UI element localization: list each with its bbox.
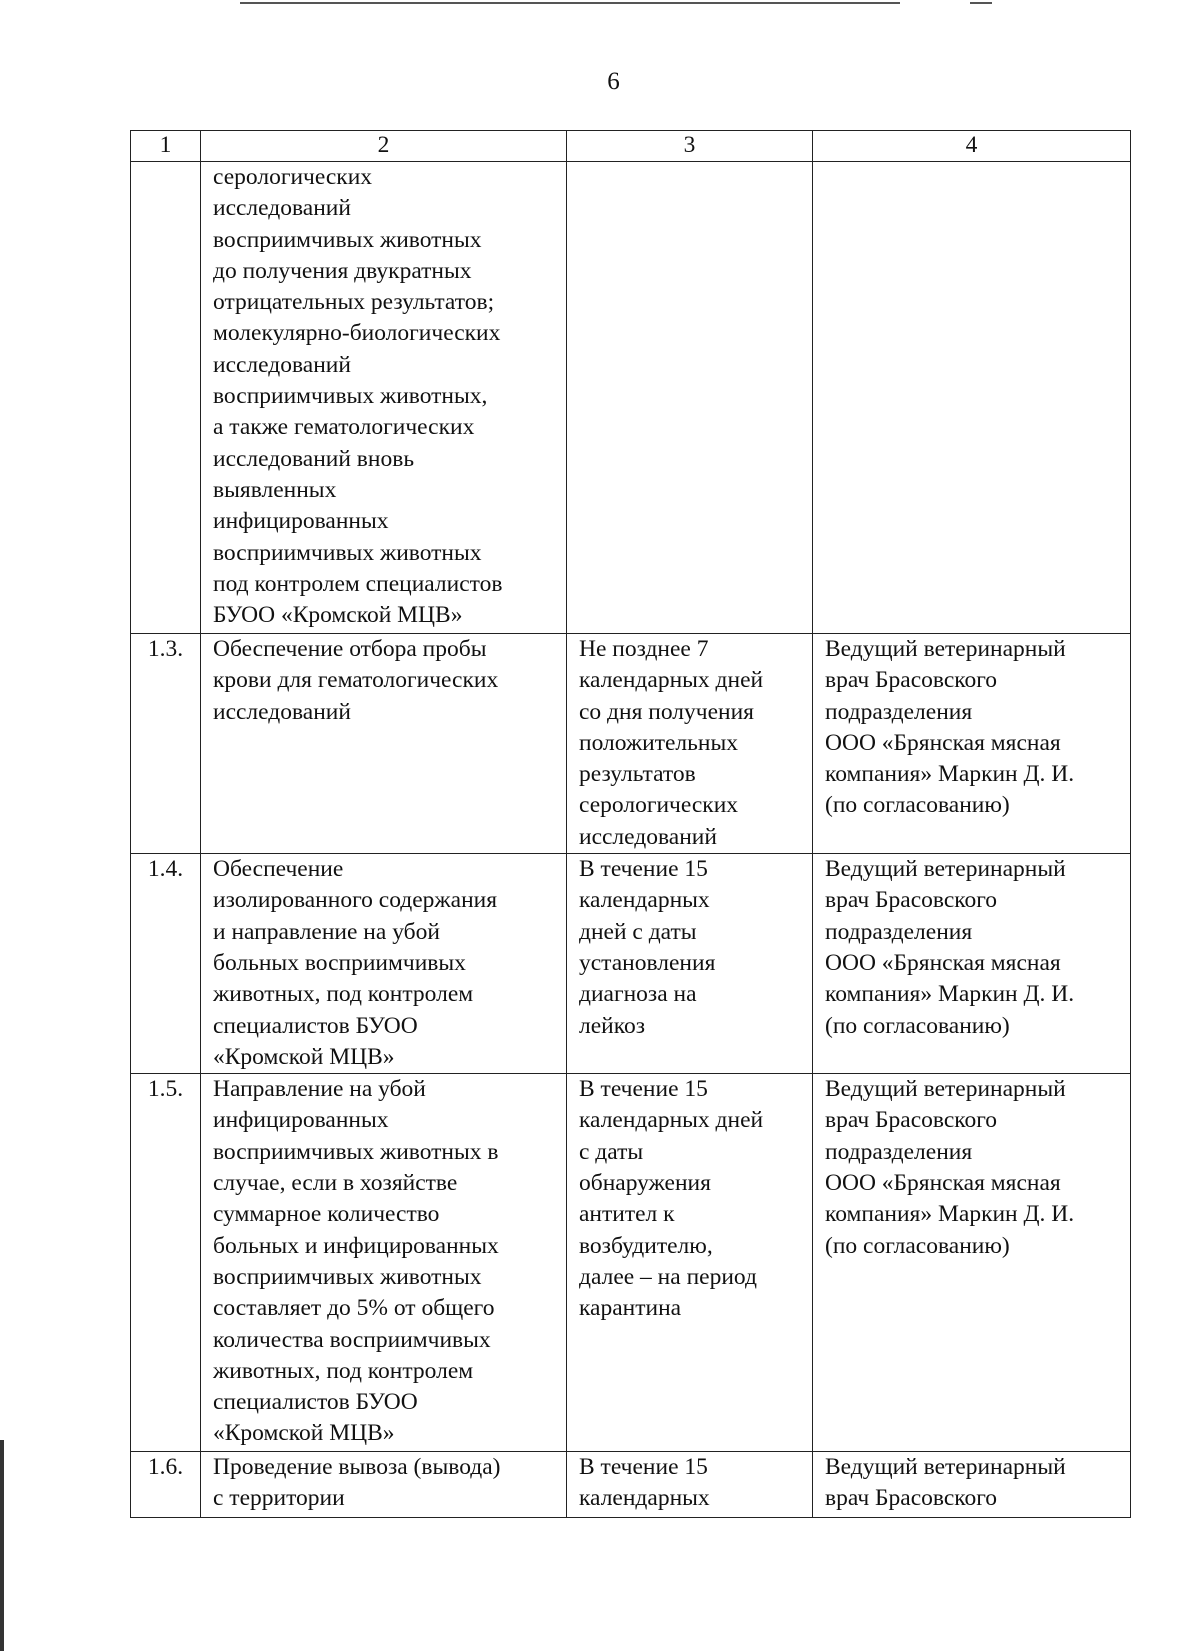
row-action: серологических исследований восприимчивых животных до получения двукратных отрицательных результатов; молекулярно-биологических исследований восприимчивых животных, а также гематологических исследований вновь выявленных инфицированных восприимчивых животных под контролем специалистов БУОО «Кромской МЦВ» (201, 162, 567, 634)
table-header-row (131, 131, 1131, 162)
row-action: Обеспечение отбора пробы крови для гематологических исследований (201, 634, 567, 854)
row-term: В течение 15 календарных (567, 1452, 813, 1518)
row-action: Обеспечение изолированного содержания и направление на убой больных восприимчивых животных, под контролем специалистов БУОО «Кромской МЦВ» (201, 854, 567, 1074)
row-responsible: Ведущий ветеринарный врач Брасовского подразделения ООО «Брянская мясная компания» Маркин Д. И. (по согласованию) (813, 854, 1131, 1074)
table-row (131, 634, 1131, 854)
table-row (131, 162, 1131, 634)
table-row (131, 854, 1131, 1074)
row-number (131, 162, 201, 634)
header-cell-1: 1 (131, 131, 201, 162)
top-rule (240, 2, 900, 4)
row-responsible: Ведущий ветеринарный врач Брасовского подразделения ООО «Брянская мясная компания» Маркин Д. И. (по согласованию) (813, 1074, 1131, 1452)
row-responsible: Ведущий ветеринарный врач Брасовского подразделения ООО «Брянская мясная компания» Маркин Д. И. (по согласованию) (813, 634, 1131, 854)
row-number: 1.6. (131, 1452, 201, 1518)
plan-table (130, 130, 1131, 1518)
row-term (567, 162, 813, 634)
header-cell-4: 4 (813, 131, 1131, 162)
row-term: В течение 15 календарных дней с даты обнаружения антител к возбудителю, далее – на период карантина (567, 1074, 813, 1452)
page-number: 6 (607, 68, 620, 95)
row-number: 1.4. (131, 854, 201, 1074)
table-row (131, 1074, 1131, 1452)
row-responsible (813, 162, 1131, 634)
table-row (131, 1452, 1131, 1518)
row-action: Проведение вывоза (вывода) с территории (201, 1452, 567, 1518)
row-action: Направление на убой инфицированных восприимчивых животных в случае, если в хозяйстве суммарное количество больных и инфицированных восприимчивых животных составляет до 5% от общего количества восприимчивых животных, под контролем специалистов БУОО «Кромской МЦВ» (201, 1074, 567, 1452)
row-number: 1.3. (131, 634, 201, 854)
left-margin-rule (0, 1440, 4, 1651)
row-number: 1.5. (131, 1074, 201, 1452)
top-rule-fragment (970, 2, 992, 4)
header-cell-2: 2 (201, 131, 567, 162)
header-cell-3: 3 (567, 131, 813, 162)
row-responsible: Ведущий ветеринарный врач Брасовского (813, 1452, 1131, 1518)
row-term: Не позднее 7 календарных дней со дня получения положительных результатов серологических исследований (567, 634, 813, 854)
row-term: В течение 15 календарных дней с даты установления диагноза на лейкоз (567, 854, 813, 1074)
